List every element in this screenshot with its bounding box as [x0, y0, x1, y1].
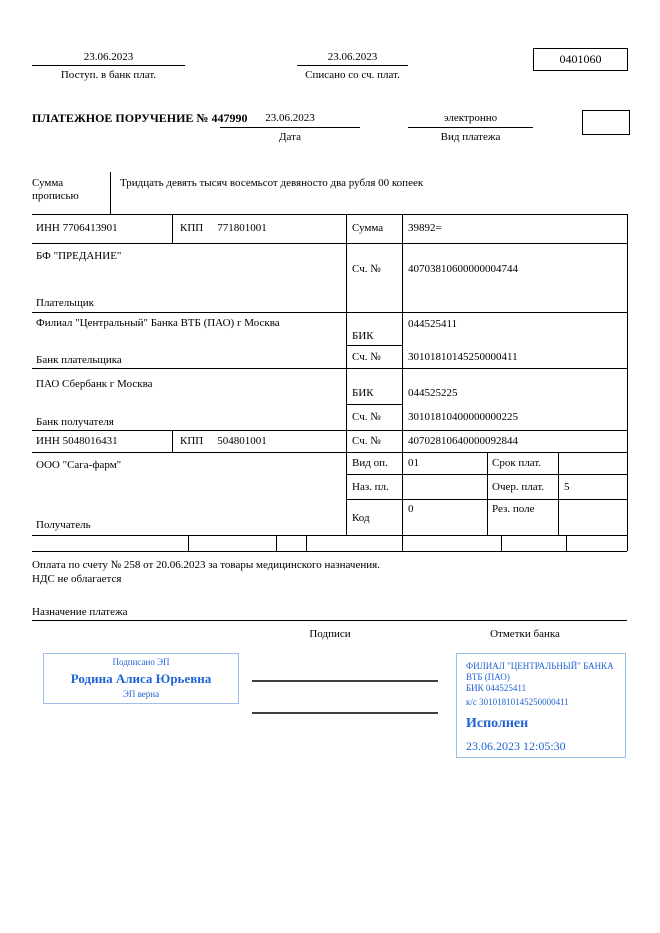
payment-kind-value: электронно: [443, 112, 498, 124]
table-line: [172, 214, 173, 243]
priority-value: 5: [564, 481, 570, 493]
bank-stamp-line1: ФИЛИАЛ "ЦЕНТРАЛЬНЫЙ" БАНКА: [466, 661, 614, 671]
signature-stamp-name: Родина Алиса Юрьевна: [70, 671, 212, 686]
payer-bank-bik-label: БИК: [352, 330, 374, 342]
amount-in-words-value: Тридцать девять тысяч восемьсот девяносто два рубля 00 копеек: [120, 177, 424, 189]
status-code-box: [582, 110, 630, 135]
amount-label: Сумма: [352, 222, 384, 234]
code-label: Код: [352, 512, 370, 524]
payer-bank-name: Филиал "Центральный" Банка ВТБ (ПАО) г Москва: [36, 317, 280, 329]
debited-label: Списано со сч. плат.: [305, 69, 400, 81]
table-line: [32, 214, 627, 215]
payee-inn: ИНН 5048016431: [36, 435, 118, 447]
form-code: 0401060: [559, 52, 602, 66]
signature-line: [252, 712, 438, 714]
payee-account: 40702810640000092844: [408, 435, 518, 447]
table-line: [32, 551, 627, 552]
table-line: [32, 243, 627, 244]
table-line: [32, 620, 627, 621]
payee-account-label: Сч. №: [352, 435, 381, 447]
payee-bank-bik-label: БИК: [352, 387, 374, 399]
form-code-box: [533, 48, 628, 71]
purpose-line2: НДС не облагается: [32, 573, 122, 585]
table-line: [346, 345, 403, 346]
purpose-code-label: Наз. пл.: [352, 481, 389, 493]
table-line: [627, 214, 628, 551]
bank-stamp-line4: к/с 30101810145250000411: [466, 697, 569, 707]
table-line: [402, 214, 403, 551]
debited-date: 23.06.2023: [327, 51, 378, 63]
table-line: [172, 430, 173, 452]
document-date: 23.06.2023: [265, 112, 315, 124]
payee-bank-account: 30101810400000000225: [408, 411, 518, 423]
table-line: [32, 430, 627, 431]
payee-section-label: Получатель: [36, 519, 91, 531]
table-line: [346, 214, 347, 535]
bank-stamp-line2: ВТБ (ПАО): [466, 672, 510, 682]
purpose-section-label: Назначение платежа: [32, 606, 128, 618]
amount-value: 39892=: [408, 222, 442, 234]
divider-line: [220, 127, 360, 128]
payee-name: ООО "Сага-фарм": [36, 459, 122, 471]
payer-bank-account: 30101810145250000411: [408, 351, 518, 363]
table-line: [558, 452, 559, 535]
due-date-label: Срок плат.: [492, 457, 542, 469]
op-type-value: 01: [408, 457, 419, 469]
table-line: [487, 452, 488, 535]
payer-account-label: Сч. №: [352, 263, 381, 275]
bank-stamp-datetime: 23.06.2023 12:05:30: [466, 739, 566, 753]
table-line: [110, 172, 111, 214]
signatures-label: Подписи: [309, 628, 351, 640]
bank-marks-label: Отметки банка: [490, 628, 560, 640]
signature-line: [252, 680, 438, 682]
document-title: ПЛАТЕЖНОЕ ПОРУЧЕНИЕ № 447990: [32, 111, 248, 125]
purpose-line1: Оплата по счету № 258 от 20.06.2023 за товары медицинского назначения.: [32, 559, 380, 571]
payee-kpp: КПП 504801001: [180, 435, 267, 447]
table-line: [32, 535, 627, 536]
payer-name: БФ "ПРЕДАНИЕ": [36, 250, 122, 262]
payer-bank-account-label: Сч. №: [352, 351, 381, 363]
table-line: [566, 535, 567, 551]
payer-account: 40703810600000004744: [408, 263, 518, 275]
table-line: [32, 452, 627, 453]
received-in-bank-date: 23.06.2023: [83, 51, 134, 63]
table-line: [346, 404, 403, 405]
bank-stamp-status: Исполнен: [466, 716, 529, 731]
bank-stamp: [456, 653, 626, 758]
payee-bank-name: ПАО Сбербанк г Москва: [36, 378, 153, 390]
payee-bank-bik: 044525225: [408, 387, 458, 399]
divider-line: [408, 127, 533, 128]
table-line: [501, 535, 502, 551]
bank-stamp-line3: БИК 044525411: [466, 683, 527, 693]
payer-bank-bik: 044525411: [408, 318, 458, 330]
payer-section-label: Плательщик: [36, 297, 94, 309]
payee-bank-section-label: Банк получателя: [36, 416, 114, 428]
signature-stamp-line3: ЭП верна: [122, 689, 160, 699]
divider-line: [297, 65, 408, 66]
payer-inn: ИНН 7706413901: [36, 222, 118, 234]
signature-stamp: [43, 653, 239, 704]
table-line: [188, 535, 189, 551]
payee-bank-account-label: Сч. №: [352, 411, 381, 423]
payer-bank-section-label: Банк плательщика: [36, 354, 122, 366]
payer-kpp: КПП 771801001: [180, 222, 267, 234]
priority-label: Очер. плат.: [492, 481, 545, 493]
signature-stamp-line1: Подписано ЭП: [112, 657, 170, 667]
table-line: [306, 535, 307, 551]
table-line: [32, 312, 627, 313]
table-line: [276, 535, 277, 551]
op-type-label: Вид оп.: [352, 457, 388, 469]
date-label: Дата: [279, 131, 301, 143]
amount-in-words-label: Сумма прописью: [32, 177, 79, 202]
divider-line: [32, 65, 185, 66]
table-line: [32, 368, 627, 369]
code-value: 0: [408, 503, 414, 515]
received-in-bank-label: Поступ. в банк плат.: [60, 69, 157, 81]
reserve-field-label: Рез. поле: [492, 503, 535, 515]
payment-kind-label: Вид платежа: [440, 131, 501, 143]
